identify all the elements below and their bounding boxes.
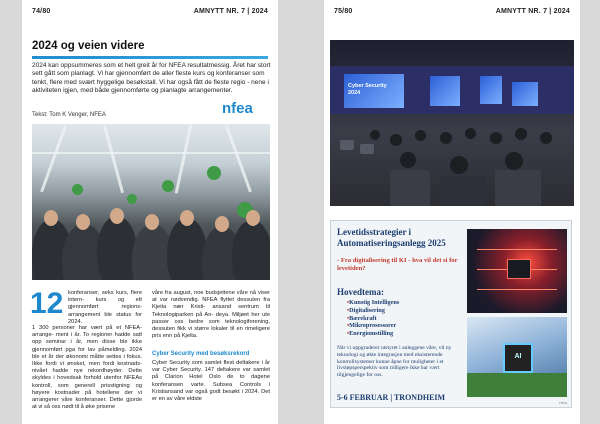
byline: Tekst: Tom K Venger, NFEA — [32, 112, 106, 118]
body-column-a: 1 300 personer har vært på et NFEA-arrange- ment i år. To regioner hadde satt opp seminar i år, men disse ble ikke gjennomført pga for lav påmelding. 2024 ble et år der økonomi måtte settes i fokus. Ikke fordi vi ønsket, men fordi kostnads- nivået hadde nye rekordhøyder. Dette skyldes i hovedsak forhold utenfor NFEAs kontroll, som generell prisstigning og høyere kostnader på hotellene der vi arrangerer våre konferanser. Dette gjorde at vi så oss nødt til å øke prisene — [32, 325, 142, 411]
ad-topic: • Energiomstilling — [347, 330, 399, 338]
body-column-b2: Cyber Security som samlet flest deltakere i år var Cyber Security. 147 deltakere var samlet på Clarion Hotel Oslo de to dagene konferansen varte. Subsea Controls i Kristiansand var også godt besøkt i 2024. Det er en av våre eldste — [152, 360, 270, 403]
chip-label: AI — [514, 353, 522, 360]
ad-topic: • Bærekraft — [347, 315, 399, 323]
ad-subtitle: - Fra digitalisering til KI - hva vil det si for levetiden? — [337, 257, 458, 272]
ad-topic: • Kunstig Intelligens — [347, 299, 399, 307]
ad-title: Levetidsstrategier i Automatiseringsanlegg 2025 — [337, 227, 446, 248]
body-column-b: våre fra august, noe budsjettene våre nå viser at var nødvendig. NFEA flyttet dessuten fra Kjeita nær Kristi- ansand sentrum til Teknologiparken på An- deya. Miljøet her ute passer oss bedre som teknologiforening, dessuten fikk vi større lokaler til en rimeligere pris enn på Kjeita. — [152, 290, 270, 340]
ad-circuit-image — [467, 229, 567, 313]
body-column-a-top: konferanser, seks kurs, flere intern- kurs og ett gjennomført regions- arrangement ble status for 2024. — [68, 290, 142, 325]
article-lead: 2024 kan oppsummeres som et helt greit år for NFEA resultatmessig. Året har stort sett gått som planlagt. Vi har gjennomført de aller fleste kurs og konferanser som tenkt, flere med svært hyggelige besøkstall. Vi har også fått de fleste regio - nene i aktiviteten igjen, med både gjennomførte og planlagte arrangementer. — [32, 62, 271, 95]
conference-crowd-photo — [32, 124, 270, 280]
magazine-issue: AMNYTT NR. 7 | 2024 — [495, 8, 570, 15]
screen-text: Cyber Security 2024 — [348, 83, 387, 96]
conference-hall-photo — [330, 40, 574, 206]
ad-topic: • Mikroprosessorer — [347, 322, 399, 330]
drop-cap: 12 — [30, 287, 64, 320]
ad-credit: nfea — [559, 400, 567, 405]
right-page — [324, 0, 580, 424]
page-number: 74/80 — [32, 8, 51, 15]
event-advertisement — [330, 220, 572, 408]
ad-ai-chip-image — [467, 317, 567, 397]
nfea-logo — [222, 100, 270, 116]
stage-screen — [344, 74, 404, 108]
magazine-issue: AMNYTT NR. 7 | 2024 — [193, 8, 268, 15]
ad-body-text: Når vi oppgraderer utstyret i anleggene våre, vil ny teknologi og økte integrasjon med eksisterende kontrollsystemer kunne åpne for muligheter i et livsløpsperspektiv som tidligere ikke har vært tilgjengelige for oss. — [337, 345, 452, 379]
ad-topic: • Digitalisering — [347, 307, 399, 315]
ai-chip-icon — [503, 343, 533, 373]
title-rule — [32, 56, 268, 59]
nfea-logo-text: nfea — [222, 100, 253, 116]
left-page — [22, 0, 278, 424]
article-title: 2024 og veien videre — [32, 40, 145, 52]
ad-date-location: 5-6 FEBRUAR | TRONDHEIM — [337, 393, 446, 402]
ad-topics-list — [347, 299, 399, 338]
section-subhead: Cyber Security med besøksrekord — [152, 351, 250, 357]
page-number: 75/80 — [334, 8, 353, 15]
ad-topics-heading: Hovedtema: — [337, 287, 384, 297]
